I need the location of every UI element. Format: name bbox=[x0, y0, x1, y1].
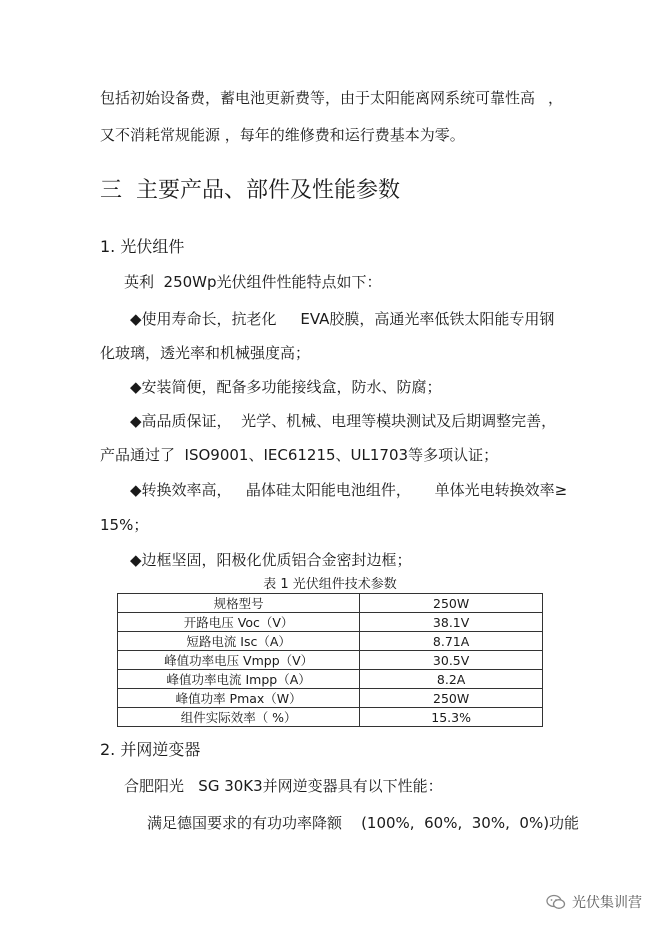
section-3-title: 三 主要产品、部件及性能参数 bbox=[100, 178, 400, 203]
table-1-caption: 表 1 光伏组件技术参数 bbox=[263, 577, 397, 592]
table-cell-param: 峰值功率电压 Vmpp（V） bbox=[118, 651, 360, 670]
bullet-4-line-2: 15%； bbox=[100, 516, 149, 534]
wechat-icon bbox=[546, 894, 566, 910]
watermark-text: 光伏集训营 bbox=[572, 895, 642, 911]
table-cell-param: 短路电流 Isc（A） bbox=[118, 632, 360, 651]
table-cell-value: 15.3% bbox=[360, 708, 543, 727]
table-cell-value: 250W bbox=[360, 689, 543, 708]
spec-table bbox=[117, 593, 543, 727]
subsection-2-intro: 合肥阳光 SG 30K3并网逆变器具有以下性能： bbox=[124, 777, 443, 795]
table-cell-value: 38.1V bbox=[360, 613, 543, 632]
bullet-3-line-2: 产品通过了 ISO9001、IEC61215、UL1703等多项认证； bbox=[100, 446, 499, 464]
table-cell-value: 8.71A bbox=[360, 632, 543, 651]
bullet-1-line-1: ◆使用寿命长，抗老化 EVA胶膜，高通光率低铁太阳能专用钢 bbox=[130, 310, 555, 328]
table-row bbox=[118, 594, 543, 613]
table-row bbox=[118, 689, 543, 708]
table-cell-value: 250W bbox=[360, 594, 543, 613]
watermark bbox=[546, 892, 642, 912]
bullet-5: ◆边框坚固，阳极化优质铝合金密封边框； bbox=[130, 551, 412, 569]
bullet-2: ◆安装简便，配备多功能接线盒，防水、防腐； bbox=[130, 378, 442, 396]
bullet-3-line-1: ◆高品质保证， 光学、机械、电理等模块测试及后期调整完善， bbox=[130, 412, 557, 430]
bullet-4-line-1: ◆转换效率高， 晶体硅太阳能电池组件， 单体光电转换效率≥ bbox=[130, 481, 568, 499]
table-row bbox=[118, 651, 543, 670]
table-cell-param: 规格型号 bbox=[118, 594, 360, 613]
table-cell-param: 峰值功率电流 Impp（A） bbox=[118, 670, 360, 689]
table-row bbox=[118, 632, 543, 651]
table-cell-param: 组件实际效率（ %） bbox=[118, 708, 360, 727]
subsection-1-intro: 英利 250Wp光伏组件性能特点如下： bbox=[124, 273, 382, 291]
subsection-2-title: 2. 并网逆变器 bbox=[100, 740, 201, 759]
table-cell-value: 30.5V bbox=[360, 651, 543, 670]
subsection-2-line-1: 满足德国要求的有功功率降额 (100%, 60%, 30%, 0%)功能 bbox=[147, 814, 580, 832]
table-row bbox=[118, 708, 543, 727]
subsection-1-title: 1. 光伏组件 bbox=[100, 237, 185, 256]
intro-line-1: 包括初始设备费，蓄电池更新费等，由于太阳能离网系统可靠性高 bbox=[100, 89, 536, 107]
intro-line-2: 又不消耗常规能源 ，每年的维修费和运行费基本为零。 bbox=[100, 126, 465, 144]
bullet-1-line-2: 化玻璃，透光率和机械强度高； bbox=[100, 344, 311, 362]
table-cell-value: 8.2A bbox=[360, 670, 543, 689]
table-cell-param: 开路电压 Voc（V） bbox=[118, 613, 360, 632]
intro-line-1-tail: ， bbox=[548, 89, 564, 107]
table-cell-param: 峰值功率 Pmax（W） bbox=[118, 689, 360, 708]
table-row bbox=[118, 613, 543, 632]
table-row bbox=[118, 670, 543, 689]
